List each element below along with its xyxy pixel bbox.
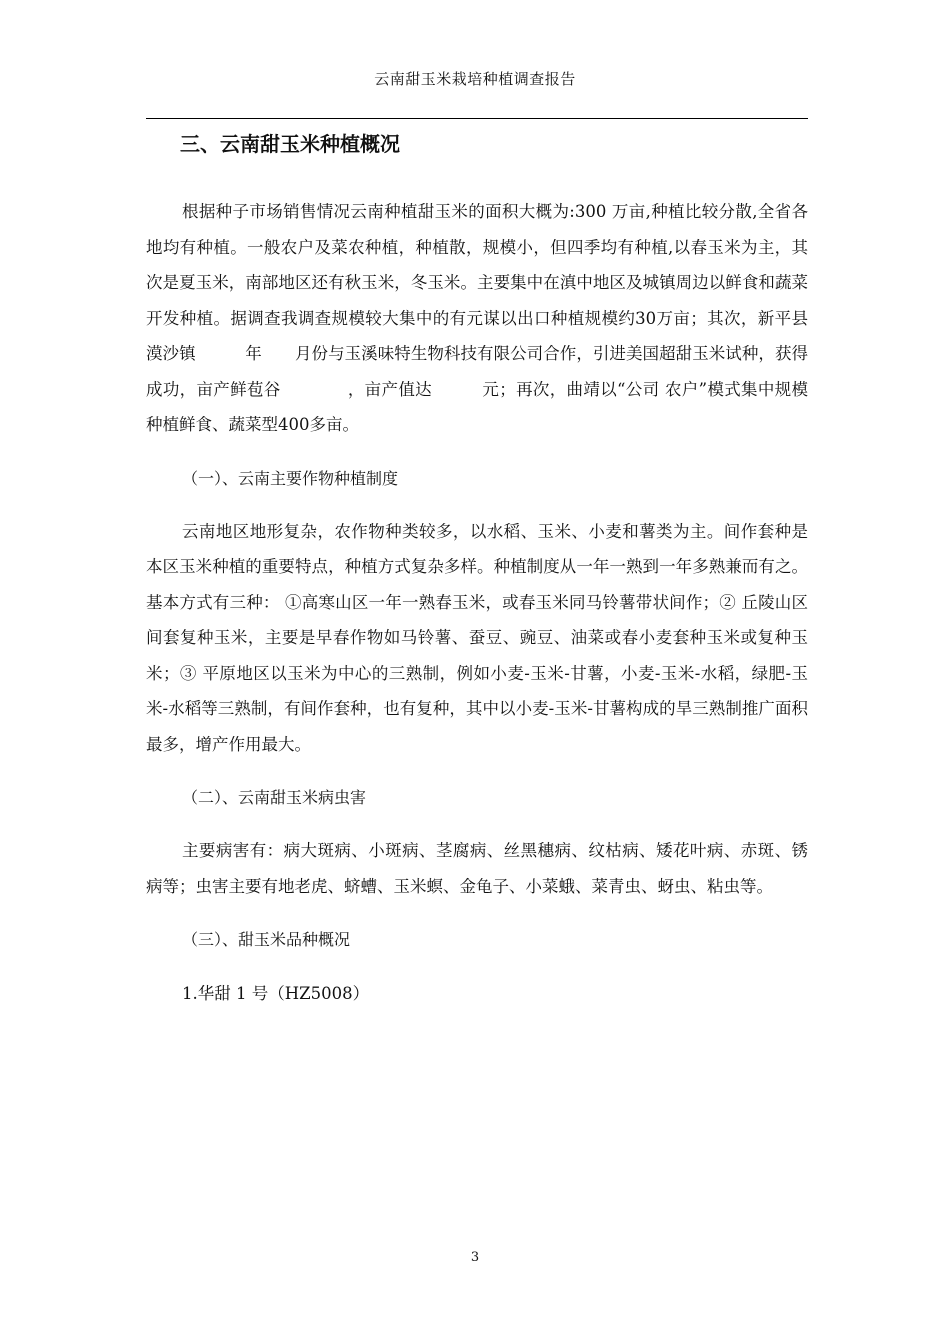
pests-paragraph: 主要病害有：病大斑病、小斑病、茎腐病、丝黑穗病、纹枯病、矮花叶病、赤斑、锈病等；虫害主要有地老虎、蛴螬、玉米螟、金龟子、小菜蛾、菜青虫、蚜虫、粘虫等。 xyxy=(146,841,808,896)
subsection-heading-pests: （二）、云南甜玉米病虫害 xyxy=(182,788,367,807)
page-body xyxy=(146,120,808,1011)
subsection-heading-varieties: （三）、甜玉米品种概况 xyxy=(182,930,351,949)
intro-paragraph: 根据种子市场销售情况云南种植甜玉米的面积大概为:300 万亩,种植比较分散,全省各地均有种植。一般农户及菜农种植，种植散，规模小，但四季均有种植,以春玉米为主，其次是夏玉米，南部地区还有秋玉米，冬玉米。主要集中在滇中地区及城镇周边以鲜食和蔬菜开发种植。据调查我调查规模较大集中的有元谋以出口种植规模约30万亩；其次，新平县漠沙镇 年 月份与玉溪味特生物科技有限公司合作，引进美国超甜玉米试种，获得成功，亩产鲜苞谷 ，亩产值达 元；再次，曲靖以“公司 农户”模式集中规模种植鲜食、蔬菜型400多亩。 xyxy=(146,202,808,434)
planting-system-paragraph: 云南地区地形复杂，农作物种类较多，以水稻、玉米、小麦和薯类为主。间作套种是本区玉米种植的重要特点，种植方式复杂多样。种植制度从一年一熟到一年多熟兼而有之。基本方式有三种： ①高寒山区一年一熟春玉米，或春玉米同马铃薯带状间作；② 丘陵山区间套复种玉米，主要是早春作物如马铃薯、蚕豆、豌豆、油菜或春小麦套种玉米或复种玉米；③ 平原地区以玉米为中心的三熟制，例如小麦-玉米-甘薯，小麦-玉米-水稻，绿肥-玉米-水稻等三熟制，有间作套种，也有复种，其中以小麦-玉米-甘薯构成的旱三熟制推广面积最多，增产作用最大。 xyxy=(146,521,808,754)
running-header: 云南甜玉米栽培种植调查报告 xyxy=(374,70,576,88)
section-title: 三、云南甜玉米种植概况 xyxy=(180,132,400,156)
variety-item: 1.华甜 1 号（HZ5008） xyxy=(182,984,370,1003)
page-number: 3 xyxy=(470,1250,480,1265)
subsection-heading-planting-system: （一）、云南主要作物种植制度 xyxy=(182,468,399,488)
header-divider xyxy=(146,118,808,119)
